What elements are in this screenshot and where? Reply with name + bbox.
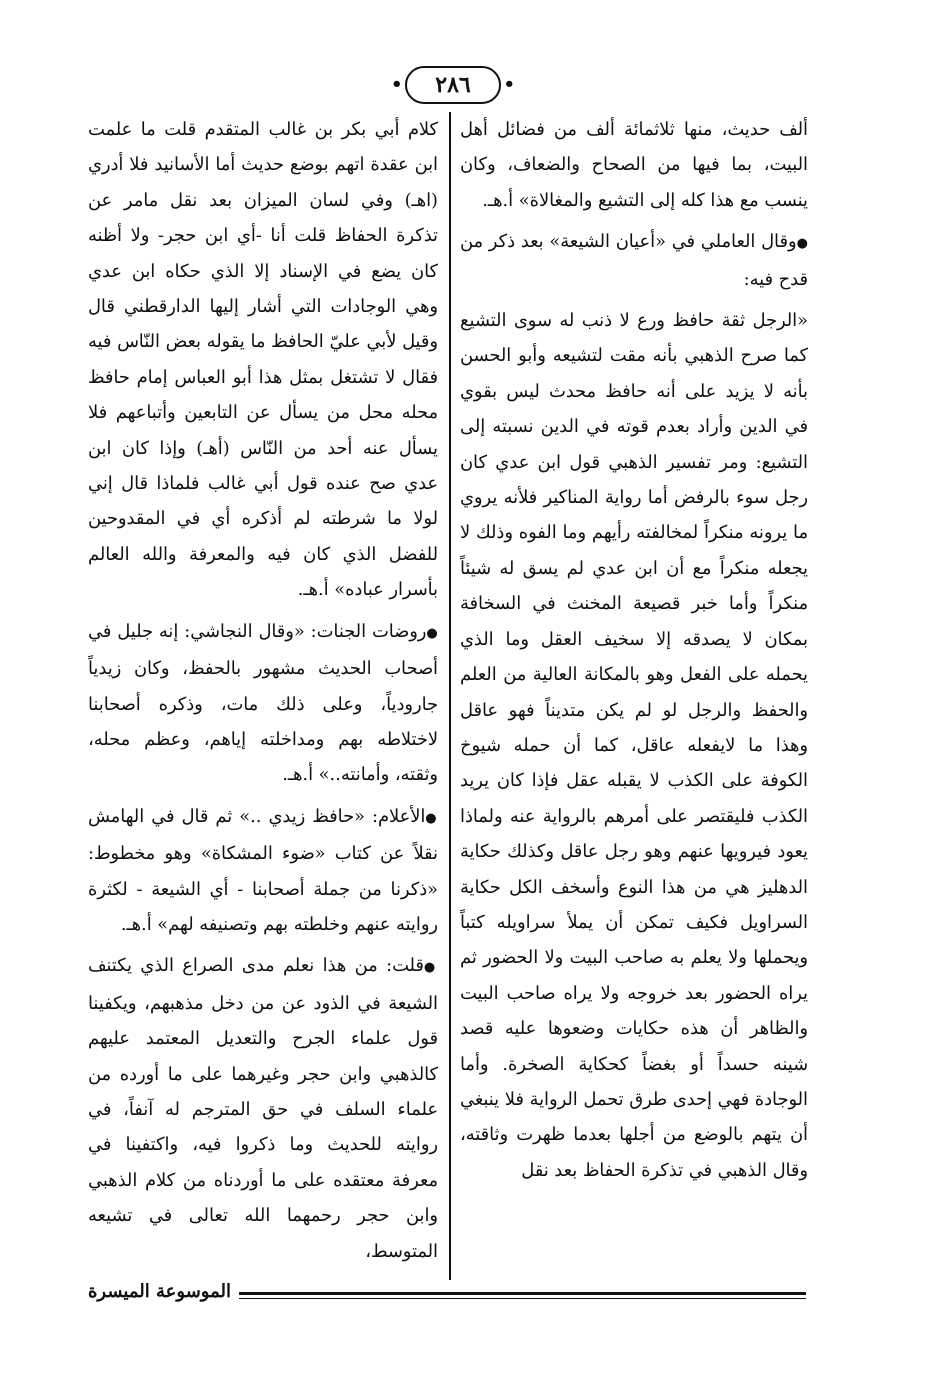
paragraph: ألف حديث، منها ثلاثمائة ألف من فضائل أهل البيت، بما فيها من الصحاح والضعاف، وكان ينسب مع هذا كله إلى التشيع والمغالاة» أ.هـ. xyxy=(460,119,808,211)
column-divider xyxy=(449,112,451,1280)
left-column xyxy=(88,112,438,1280)
bullet-paragraph: ● الأعلام: «حافظ زيدي ..» ثم قال في الهامش نقلاً عن كتاب «ضوء المشكاة» وهو مخطوط: «ذكرنا من جملة أصحابنا - أي الشيعة - لكثرة روايته عنهم وخلطته بهم وتصنيفه لهم» أ.هـ. xyxy=(88,799,438,943)
bullet-paragraph: ● قلت: من هذا نعلم مدى الصراع الذي يكتنف الشيعة في الذود عن من دخل مذهبهم، ويكفينا قول علماء الجرح والتعديل المعتمد عليهم كالذهبي وابن حجر وغيرهما على ما أورده من علماء السلف في حق المترجم له آنفاً، في روايته للحديث وما ذكروا فيه، واكتفينا في معرفة معتقده على ما أوردناه من كلام الذهبي وابن حجر رحمهما الله تعالى في تشيعه المتوسط، xyxy=(88,948,438,1269)
footer-title: الموسوعة الميسرة xyxy=(88,1279,239,1305)
page-number xyxy=(405,66,501,104)
bullet-paragraph: ● روضات الجنات: «وقال النجاشي: إنه جليل في أصحاب الحديث مشهور بالحفظ، وكان زيدياً جارودياً، وعلى ذلك مات، وذكره أصحابنا لاختلاطه بهم ومداخلته إياهم، وعظم محله، وثقته، وأمانته..» أ.هـ. xyxy=(88,614,438,793)
bullet-paragraph: ● وقال العاملي في «أعيان الشيعة» بعد ذكر من قدح فيه: xyxy=(460,224,808,297)
paragraph: «الرجل ثقة حافظ ورع لا ذنب له سوى التشيع كما صرح الذهبي بأنه مقت لتشيعه وأبو الحسن بأنه لا يزيد على أنه حافظ محدث ليس بقوي في الدين وأراد بعدم قوته في الدين نسبته إلى التشيع: ومر تفسير الذهبي قول ابن عدي كان رجل سوء بالرفض أما رواية المناكير فلأنه يروي ما يرونه منكراً لمخالفته رأيهم وما الفوه وذلك لا يجعله منكراً مع أن ابن عدي لم يسق له شيئاً منكراً وأما خبر قصيعة المخنث في السخافة بمكان لا يصدقه إلا سخيف العقل وما الذي يحمله على الفعل وهو بالمكانة العالية من العلم والحفظ والرجل لو لم يكن متديناً فهو عاقل وهذا ما لايفعله عاقل، كما أن حمله شيوخ الكوفة على الكذب لا يقبله عقل فإذا كان يريد الكذب فليقتصر على أمرهم بالرواية عنه ولماذا يعود فيرويها عنهم وهو رجل عاقل وكذلك حكاية الدهليز هي من هذا النوع وأسخف الكل حكاية السراويل فكيف تمكن أن يملأ سراويله كتباً ويحملها ولا يعلم به صاحب البيت ولا الحضور ثم يراه الحضور بعد خروجه ولا يراه صاحب البيت والظاهر أن هذه حكايات وضعوها عليه قصد شينه حسداً أو بغضاً كحكاية الصخرة. وأما الوجادة فهي إحدى طرق تحمل الرواية فلا ينبغي أن يتهم بالوضع من أجلها بعدما ظهرت وثاقته، وقال الذهبي في تذكرة الحفاظ بعد نقل xyxy=(460,310,808,1181)
page-number-text: • ٢٨٦ xyxy=(435,72,471,98)
right-column xyxy=(460,112,808,1280)
paragraph: كلام أبي بكر بن غالب المتقدم قلت ما علمت ابن عقدة اتهم بوضع حديث أما الأسانيد فلا أدري (اهـ) وفي لسان الميزان بعد نقل مامر عن تذكرة الحفاظ قلت أنا -أي ابن حجر- ولا أظنه كان يضع في الإسناد إلا الذي حكاه ابن عدي وهي الوجادات التي أشار إليها الدارقطني قال وقيل لأبي عليّ الحافظ ما يقوله بعض النّاس فيه فقال لا تشتغل بمثل هذا أبو العباس إمام حافظ محله محل من يسأل عن التابعين وأتباعهم فلا يسأل عنه أحد من النّاس (أهـ) وإذا كان ابن عدي صح عنده قول أبي غالب فلماذا قال إني لولا ما شرطته لم أذكره أي في المقدوحين للفضل الذي كان فيه والمعرفة والله العالم بأسرار عباده» أ.هـ. xyxy=(88,119,438,601)
